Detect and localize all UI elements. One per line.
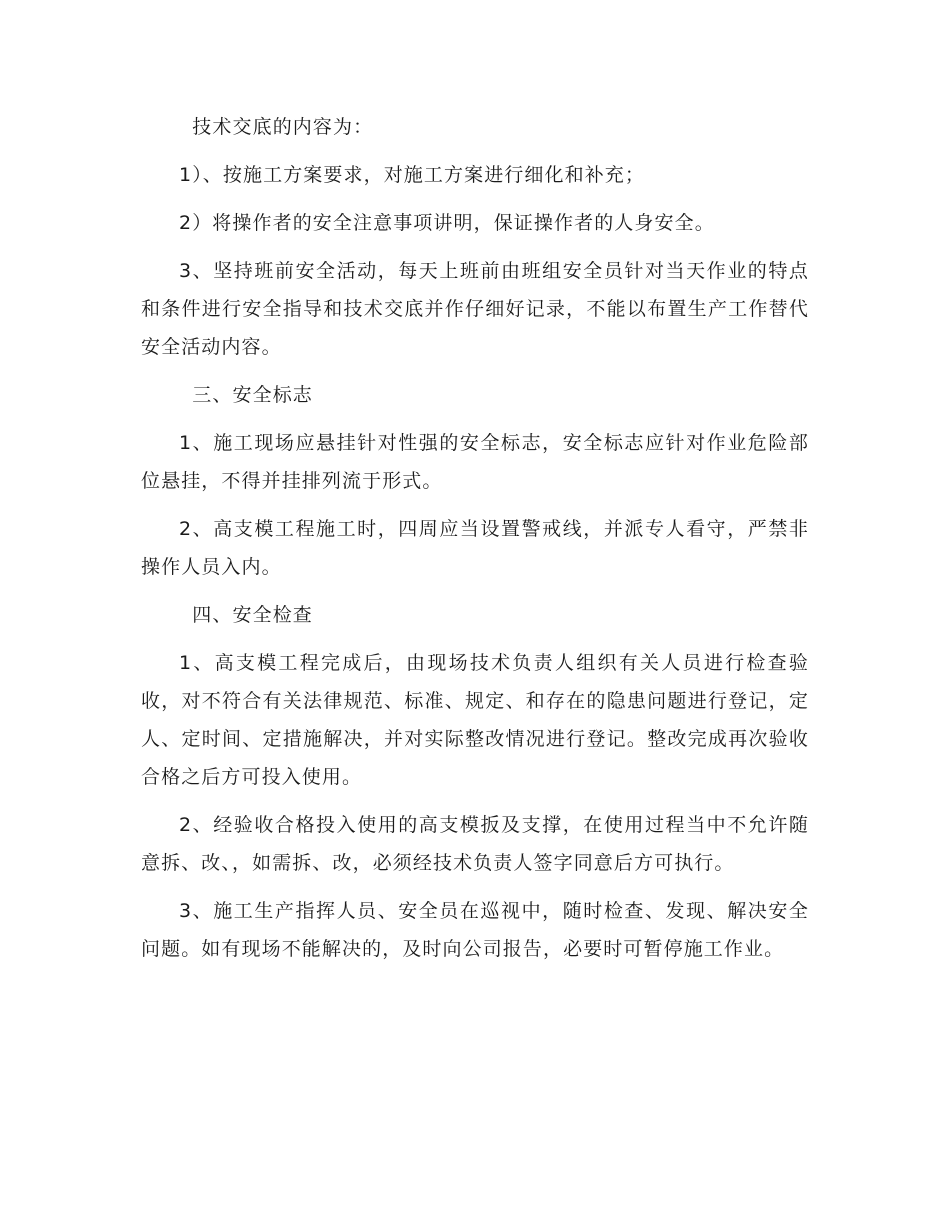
paragraph-inspection-1: 1、高支模工程完成后，由现场技术负责人组织有关人员进行检查验收，对不符合有关法律规范、标准、规定、和存在的隐患问题进行登记，定人、定时间、定措施解决，并对实际整改情况进行登记。整改完成再次验收合格之后方可投入使用。 bbox=[141, 652, 809, 788]
section-heading-safety-signs: 三、安全标志 bbox=[192, 384, 313, 406]
paragraph-signs-2: 2、高支模工程施工时，四周应当设置警戒线，并派专人看守，严禁非操作人员入内。 bbox=[141, 518, 809, 578]
paragraph-item-2: 2）将操作者的安全注意事项讲明，保证操作者的人身安全。 bbox=[179, 212, 715, 234]
paragraph-item-1: 1）、按施工方案要求，对施工方案进行细化和补充； bbox=[179, 164, 645, 186]
paragraph-signs-1: 1、施工现场应悬挂针对性强的安全标志，安全标志应针对作业危险部位悬挂，不得并挂排列流于形式。 bbox=[141, 432, 809, 492]
document-body bbox=[141, 108, 809, 968]
paragraph-item-3: 3、坚持班前安全活动，每天上班前由班组安全员针对当天作业的特点和条件进行安全指导和技术交底并作仔细好记录，不能以布置生产工作替代安全活动内容。 bbox=[141, 260, 809, 358]
section-heading-safety-inspection: 四、安全检查 bbox=[192, 604, 313, 626]
paragraph-intro: 技术交底的内容为： bbox=[192, 116, 374, 138]
paragraph-inspection-2: 2、经验收合格投入使用的高支模扳及支撑，在使用过程当中不允许随意拆、改、，如需拆、改，必须经技术负责人签字同意后方可执行。 bbox=[141, 814, 809, 874]
paragraph-inspection-3: 3、施工生产指挥人员、安全员在巡视中，随时检查、发现、解决安全问题。如有现场不能解决的，及时向公司报告，必要时可暂停施工作业。 bbox=[141, 900, 809, 960]
